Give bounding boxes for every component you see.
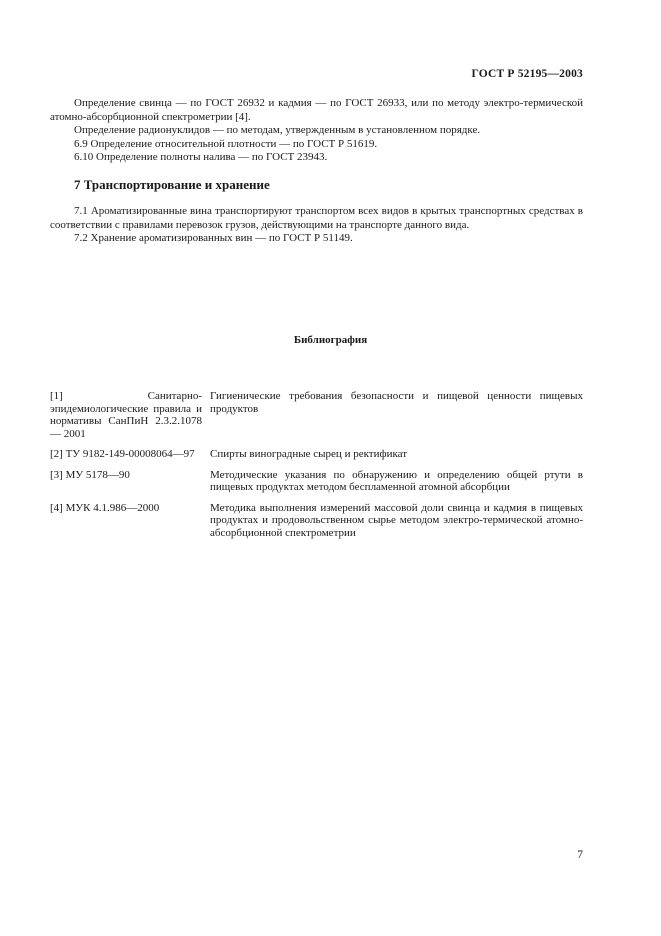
paragraph-lead-cadmium: Определение свинца — по ГОСТ 26932 и кадмия — по ГОСТ 26933, или по методу электро-термической атомно-абсорбционной спектрометрии [4].	[50, 97, 583, 123]
bibliography-item	[50, 448, 583, 461]
section-7-text	[50, 205, 583, 246]
paragraph-7-2: 7.2 Хранение ароматизированных вин — по ГОСТ Р 51149.	[74, 232, 353, 244]
paragraph-radionuclides: Определение радионуклидов — по методам, утвержденным в установленном порядке.	[74, 124, 481, 136]
bibliography-item	[50, 502, 583, 540]
section-7-heading: 7 Транспортирование и хранение	[74, 177, 270, 192]
bibliography-title: Библиография	[293, 334, 368, 346]
bibliography-ref: [4] МУК 4.1.986—2000	[50, 501, 160, 514]
bibliography-ref: [2] ТУ 9182-149-00008064—97	[50, 448, 195, 460]
bibliography-item	[50, 469, 583, 494]
page-number: 7	[577, 849, 583, 861]
bibliography-desc: Спирты виноградные сырец и ректификат	[210, 448, 408, 460]
document-code: ГОСТ Р 52195—2003	[471, 68, 583, 80]
bibliography-desc: Методические указания по обнаружению и определению общей ртути в пищевых продуктах методом беспламенной атомной абсорбции	[210, 468, 583, 493]
bibliography-desc: Методика выполнения измерений массовой доли свинца и кадмия в пищевых продуктах и продовольственном сырье методом электро-термической атомно-абсорбционной спектрометрии	[210, 501, 583, 539]
paragraph-6-9: 6.9 Определение относительной плотности — по ГОСТ Р 51619.	[74, 137, 378, 150]
bibliography-item	[50, 390, 583, 440]
bibliography-ref: [3] МУ 5178—90	[50, 468, 130, 481]
paragraph-6-10: 6.10 Определение полноты налива — по ГОСТ 23943.	[74, 151, 328, 163]
bibliography-list	[50, 390, 583, 547]
bibliography-desc: Гигиенические требования безопасности и пищевой ценности пищевых продуктов	[210, 390, 583, 415]
paragraph-7-1: 7.1 Ароматизированные вина транспортируют транспортом всех видов в крытых транспортных средствах в соответствии с правилами перевозок грузов, действующими на транспорте данного вида.	[50, 205, 583, 231]
intro-text	[50, 97, 583, 165]
bibliography-ref: [1] Санитарно-эпидемиологические правила и нормативы СанПиН 2.3.2.1078— 2001	[50, 390, 202, 440]
